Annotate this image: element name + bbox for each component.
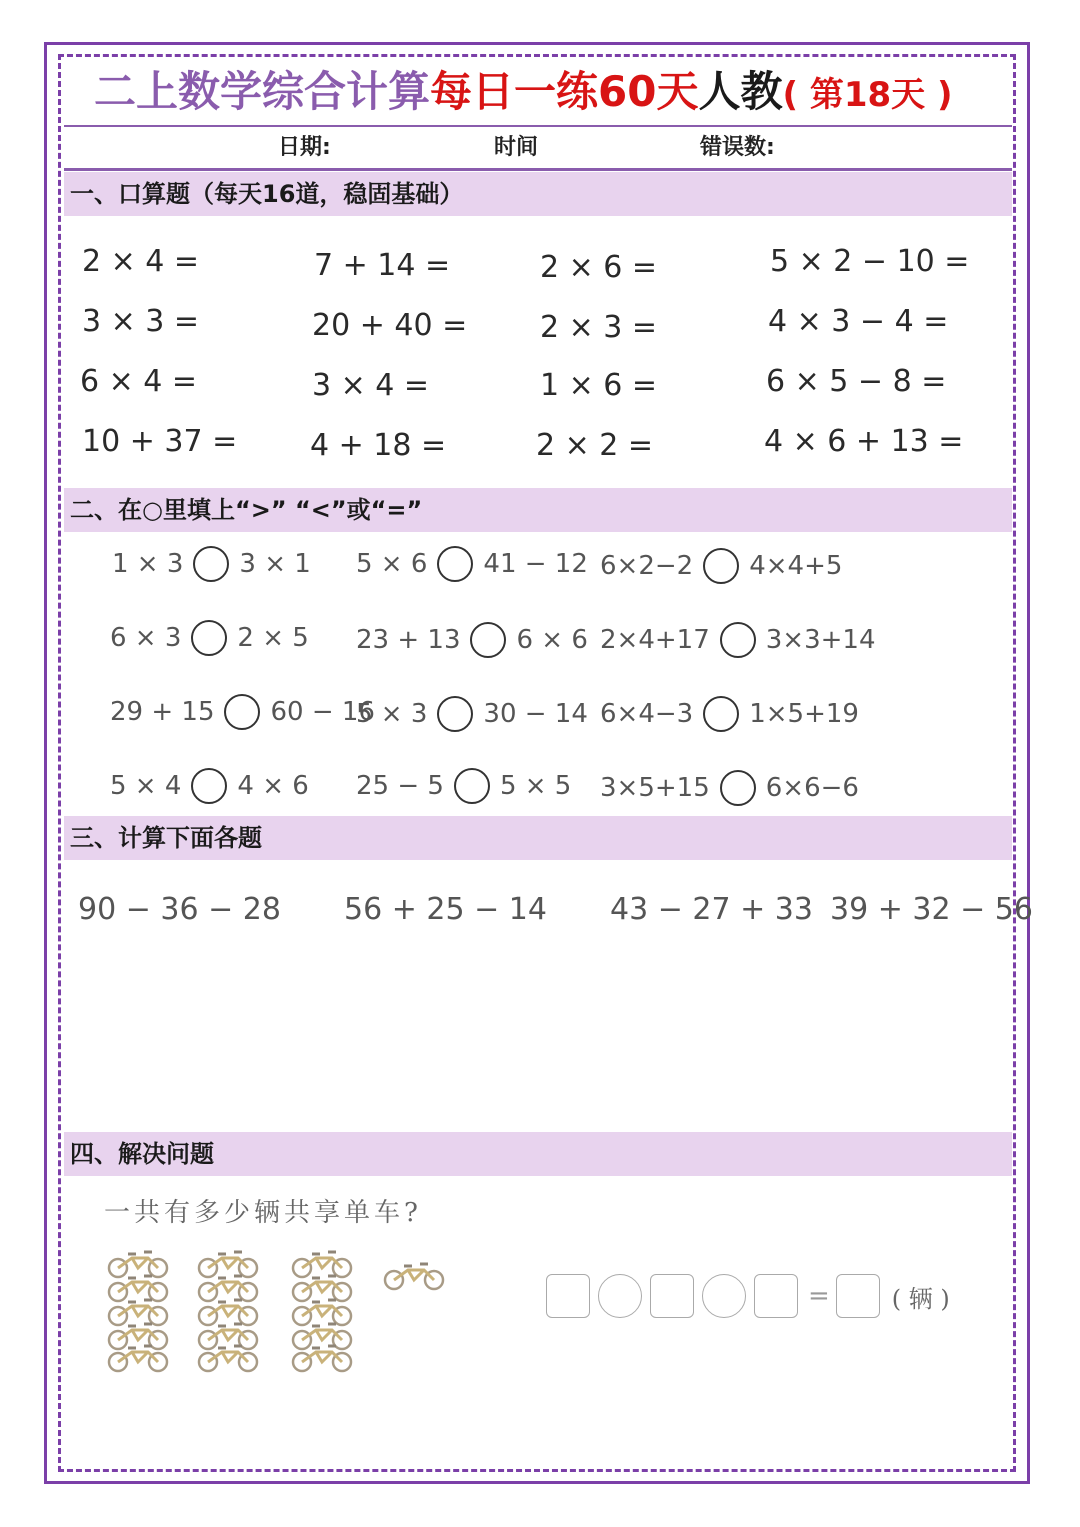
compare-circle[interactable]	[470, 622, 506, 658]
mental-math-item: 6 × 4 =	[80, 364, 198, 399]
compare-item	[600, 546, 842, 586]
mental-math-item: 6 × 5 − 8 =	[766, 364, 947, 399]
bike-single	[385, 1264, 443, 1289]
calc-item: 39 + 32 − 56	[830, 892, 1033, 927]
compare-circle[interactable]	[437, 546, 473, 582]
answer-box[interactable]	[650, 1274, 694, 1318]
title-divider	[64, 125, 1012, 127]
mental-math-item: 3 × 3 =	[82, 304, 200, 339]
calc-item: 90 − 36 − 28	[78, 892, 281, 927]
compare-left: 5 × 4	[110, 771, 182, 801]
compare-circle[interactable]	[454, 768, 490, 804]
compare-circle[interactable]	[703, 548, 739, 584]
compare-item	[356, 766, 571, 806]
compare-left: 5 × 3	[356, 699, 428, 729]
compare-circle[interactable]	[720, 770, 756, 806]
compare-item	[600, 768, 859, 808]
operator-circle[interactable]	[702, 1274, 746, 1318]
compare-right: 4 × 6	[237, 771, 309, 801]
compare-circle[interactable]	[437, 696, 473, 732]
answer-equation	[546, 1272, 950, 1320]
compare-left: 5 × 6	[356, 549, 428, 579]
compare-left: 6×2−2	[600, 551, 694, 581]
compare-item	[110, 766, 309, 806]
compare-left: 3×5+15	[600, 773, 710, 803]
mental-math-item: 7 + 14 =	[314, 248, 451, 283]
compare-left: 2×4+17	[600, 625, 710, 655]
unit-label: ( 辆 )	[891, 1284, 950, 1313]
mental-math-item: 2 × 6 =	[540, 250, 658, 285]
bike-stack-2	[199, 1252, 257, 1371]
section3-heading: 三、计算下面各题	[70, 824, 262, 852]
compare-right: 30 − 14	[483, 699, 588, 729]
compare-item	[356, 544, 588, 584]
mental-math-item: 1 × 6 =	[540, 368, 658, 403]
compare-circle[interactable]	[191, 768, 227, 804]
mental-math-item: 5 × 2 − 10 =	[770, 244, 970, 279]
compare-left: 6 × 3	[110, 623, 182, 653]
compare-right: 6 × 6	[516, 625, 588, 655]
title-part-edition: 人教	[698, 67, 783, 116]
compare-circle[interactable]	[191, 620, 227, 656]
compare-right: 41 − 12	[483, 549, 588, 579]
result-box[interactable]	[836, 1274, 880, 1318]
compare-right: 1×5+19	[749, 699, 859, 729]
compare-item	[110, 692, 375, 732]
date-label: 日期:	[278, 135, 331, 160]
bicycle-stacks-icon	[100, 1238, 460, 1374]
compare-item	[110, 618, 309, 658]
word-problem-question: 一共有多少辆共享单车?	[104, 1198, 422, 1228]
compare-item	[112, 544, 311, 584]
compare-right: 5 × 5	[499, 771, 572, 801]
compare-left: 25 − 5	[356, 771, 444, 801]
mental-math-item: 4 × 6 + 13 =	[764, 424, 964, 459]
bike-stack-3	[293, 1252, 351, 1371]
compare-circle[interactable]	[703, 696, 739, 732]
mental-math-item: 2 × 3 =	[540, 310, 658, 345]
compare-item	[356, 694, 588, 734]
calc-item: 56 + 25 − 14	[344, 892, 547, 927]
compare-left: 1 × 3	[112, 549, 184, 579]
compare-right: 6×6−6	[765, 773, 859, 803]
calc-item: 43 − 27 + 33	[610, 892, 813, 927]
section1-heading: 一、口算题（每天16道，稳固基础）	[70, 180, 464, 208]
compare-right: 60 − 16	[270, 697, 375, 727]
title-part-day: ( 第18天 )	[782, 75, 953, 115]
compare-right: 2 × 5	[237, 623, 309, 653]
compare-right: 3×3+14	[765, 625, 876, 655]
page-title	[94, 62, 953, 122]
title-part-grade: 二上数学综合计算	[94, 67, 431, 116]
mental-math-item: 3 × 4 =	[312, 368, 430, 403]
compare-item	[356, 620, 588, 660]
section2-heading: 二、在○里填上“>” “<”或“=”	[70, 496, 423, 524]
section4-heading: 四、解决问题	[70, 1140, 214, 1168]
compare-left: 23 + 13	[356, 625, 461, 655]
compare-item	[600, 694, 859, 734]
equals-sign: =	[808, 1281, 830, 1311]
mental-math-item: 4 × 3 − 4 =	[768, 304, 949, 339]
bike-stack-1	[109, 1252, 167, 1371]
info-divider	[64, 168, 1012, 171]
mental-math-item: 2 × 2 =	[536, 428, 654, 463]
answer-box[interactable]	[546, 1274, 590, 1318]
compare-circle[interactable]	[224, 694, 260, 730]
compare-right: 3 × 1	[239, 549, 311, 579]
compare-left: 29 + 15	[110, 697, 215, 727]
compare-circle[interactable]	[720, 622, 756, 658]
title-part-daily: 每日一练60天	[430, 67, 699, 116]
compare-item	[600, 620, 876, 660]
mental-math-item: 2 × 4 =	[82, 244, 200, 279]
mental-math-item: 20 + 40 =	[312, 308, 468, 343]
time-label: 时间	[494, 135, 539, 160]
operator-circle[interactable]	[598, 1274, 642, 1318]
mental-math-item: 4 + 18 =	[310, 428, 447, 463]
compare-right: 4×4+5	[749, 551, 843, 581]
compare-circle[interactable]	[193, 546, 229, 582]
mental-math-item: 10 + 37 =	[82, 424, 238, 459]
errors-label: 错误数:	[700, 135, 775, 160]
answer-box[interactable]	[754, 1274, 798, 1318]
compare-left: 6×4−3	[600, 699, 694, 729]
